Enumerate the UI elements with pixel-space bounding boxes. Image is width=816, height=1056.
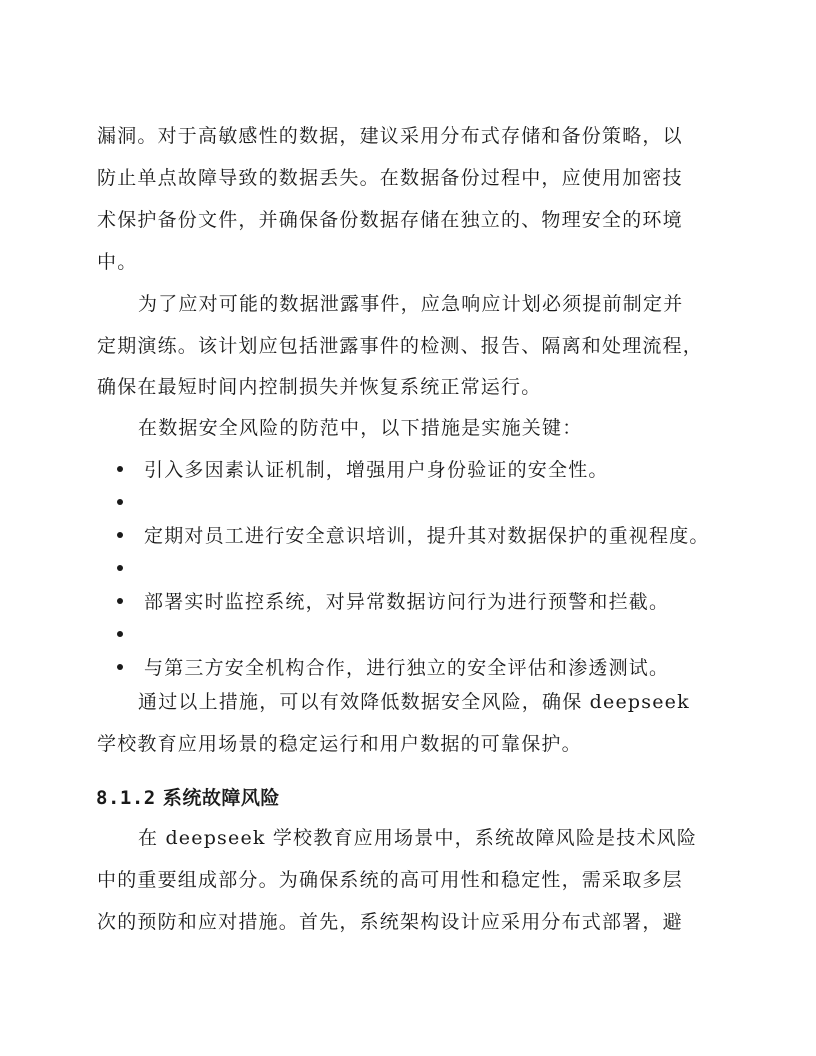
bullet-dot-icon — [117, 499, 123, 505]
bullet-dot-icon — [117, 565, 123, 571]
body-text-line: 在 deepseek 学校教育应用场景中，系统故障风险是技术风险 — [138, 827, 698, 849]
section-heading — [96, 786, 280, 810]
body-text-line: 中的重要组成部分。为确保系统的高可用性和稳定性，需采取多层 — [97, 869, 683, 891]
body-text-line: 术保护备份文件，并确保备份数据存储在独立的、物理安全的环境 — [97, 209, 683, 231]
list-item: 部署实时监控系统，对异常数据访问行为进行预警和拦截。 — [144, 591, 670, 613]
list-item: 引入多因素认证机制，增强用户身份验证的安全性。 — [144, 459, 609, 481]
body-text-line: 漏洞。对于高敏感性的数据，建议采用分布式存储和备份策略，以 — [97, 125, 683, 147]
body-text-line: 为了应对可能的数据泄露事件，应急响应计划必须提前制定并 — [138, 293, 684, 315]
section-number: 8.1.2 — [96, 787, 156, 809]
list-item: 定期对员工进行安全意识培训，提升其对数据保护的重视程度。 — [144, 525, 710, 547]
bullet-dot-icon — [117, 598, 123, 604]
section-title: 系统故障风险 — [162, 787, 280, 809]
body-text-line: 通过以上措施，可以有效降低数据安全风险，确保 deepseek — [138, 691, 690, 713]
bullet-dot-icon — [117, 532, 123, 538]
body-text-line: 次的预防和应对措施。首先，系统架构设计应采用分布式部署，避 — [97, 911, 683, 933]
body-text-line: 在数据安全风险的防范中，以下措施是实施关键： — [138, 417, 583, 439]
bullet-dot-icon — [117, 664, 123, 670]
body-text-line: 学校教育应用场景的稳定运行和用户数据的可靠保护。 — [97, 733, 582, 755]
body-text-line: 中。 — [97, 251, 138, 273]
body-text-line: 防止单点故障导致的数据丢失。在数据备份过程中，应使用加密技 — [97, 167, 683, 189]
bullet-dot-icon — [117, 466, 123, 472]
bullet-dot-icon — [117, 631, 123, 637]
list-item: 与第三方安全机构合作，进行独立的安全评估和渗透测试。 — [144, 657, 670, 679]
body-text-line: 确保在最短时间内控制损失并恢复系统正常运行。 — [97, 376, 542, 398]
body-text-line: 定期演练。该计划应包括泄露事件的检测、报告、隔离和处理流程， — [97, 335, 704, 357]
